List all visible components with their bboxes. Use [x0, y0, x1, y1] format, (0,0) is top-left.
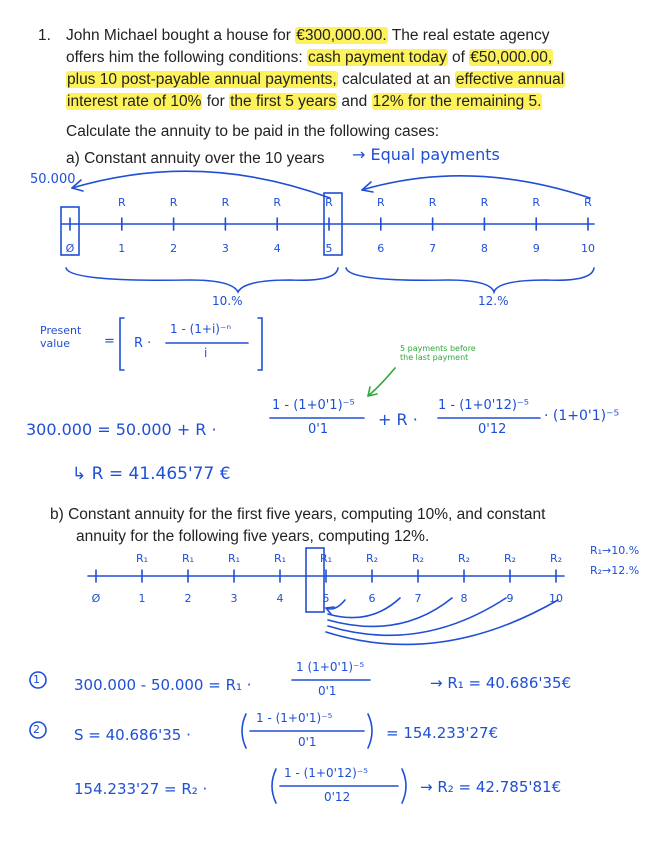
step-2-numerator: 1 - (1+0'1)⁻⁵	[256, 711, 333, 725]
period-label: 10	[549, 592, 563, 605]
part-b-heading-2: annuity for the following five years, computing 12%.	[76, 528, 430, 545]
result-part-a: ↳ R = 41.465'77 €	[72, 464, 231, 484]
bracket-right	[258, 318, 262, 370]
period-label: 7	[414, 592, 422, 605]
highlight-first-years: the first 5 years	[230, 93, 337, 110]
arrow-from-7	[328, 598, 400, 618]
paren-right	[368, 714, 372, 748]
payment-r-label: R	[325, 196, 333, 209]
step-2-number: 2	[33, 723, 40, 736]
pv-denominator: i	[204, 346, 208, 360]
bracket-left	[120, 318, 124, 370]
equation-denominator-1: 0'1	[308, 422, 329, 437]
period-label: 7	[429, 242, 437, 255]
problem-text: The real estate agency	[387, 27, 550, 44]
arrow-from-8	[328, 598, 452, 626]
timeline-b-labels	[92, 552, 563, 605]
part-b-heading-1: b) Constant annuity for the first five years, computing 10%, and constant	[50, 506, 546, 523]
payment-r-label: R₁	[181, 552, 195, 565]
payment-r-label: R₂	[549, 552, 563, 565]
highlight-cash: cash payment today	[307, 49, 447, 66]
period-label: 8	[480, 242, 488, 255]
period-label: 1	[138, 592, 146, 605]
pv-label-line: value	[40, 337, 71, 350]
pv-label-line: Present	[40, 324, 82, 337]
arrow-to-start	[72, 171, 330, 198]
brace-years-6-10	[346, 268, 594, 292]
problem-text: for	[202, 93, 230, 110]
step-3-result: → R₂ = 42.785'81€	[420, 778, 562, 796]
equation-numerator-2: 1 - (1+0'12)⁻⁵	[438, 398, 529, 413]
payment-r-label: R₁	[273, 552, 287, 565]
payment-r-label: R	[428, 196, 437, 209]
period-label: 3	[230, 592, 238, 605]
period-label: 3	[221, 242, 229, 255]
period-label: 9	[532, 242, 540, 255]
cash-payment-label: 50.000	[30, 172, 76, 187]
payment-r-label: R	[376, 196, 385, 209]
equation-left: 300.000 = 50.000 + R ·	[26, 420, 217, 439]
step-3-left: 154.233'27 = R₂ ·	[74, 780, 208, 798]
period-label: 8	[460, 592, 468, 605]
rate-12-label: 12.%	[478, 294, 509, 308]
equation-numerator-1: 1 - (1+0'1)⁻⁵	[272, 398, 355, 413]
equation-denominator-2: 0'12	[478, 422, 507, 437]
payment-r-label: R₁	[135, 552, 149, 565]
paren-left	[242, 714, 246, 748]
payment-r-label: R₂	[503, 552, 517, 565]
equal-payments-note: → Equal payments	[352, 145, 500, 164]
payment-r-label: R₂	[457, 552, 471, 565]
step-1-numerator: 1 (1+0'1)⁻⁵	[296, 660, 365, 674]
payment-r-label: R₁	[319, 552, 333, 565]
period-label: 4	[273, 242, 281, 255]
arrow-to-period-5	[362, 176, 590, 198]
period-label: Ø	[91, 592, 101, 605]
period-label: 5	[322, 592, 330, 605]
period-label: Ø	[65, 242, 75, 255]
problem-text: and	[337, 93, 372, 110]
payment-r-label: R	[532, 196, 541, 209]
brace-years-1-5	[66, 268, 338, 292]
step-1-result: → R₁ = 40.686'35€	[430, 674, 572, 692]
rate-10-label: 10.%	[212, 294, 243, 308]
pv-formula-r: R ·	[134, 336, 152, 351]
problem-text: John Michael bought a house for	[66, 27, 296, 44]
payment-r-label: R	[169, 196, 178, 209]
arrow-from-10	[326, 600, 558, 644]
period-label: 6	[377, 242, 385, 255]
highlight-payments: plus 10 post-payable annual payments,	[67, 71, 337, 88]
legend-r2: R₂→12.%	[590, 564, 640, 577]
task-statement: Calculate the annuity to be paid in the following cases:	[66, 123, 440, 140]
pv-equals: =	[104, 334, 115, 349]
payment-r-label: R	[480, 196, 489, 209]
problem-text: offers him the following conditions:	[66, 49, 307, 66]
pv-numerator: 1 - (1+i)⁻ⁿ	[170, 322, 232, 336]
paren-right	[402, 769, 406, 803]
equation-plus: + R ·	[378, 410, 418, 429]
period-label: 6	[368, 592, 376, 605]
payment-r-label: R	[221, 196, 230, 209]
highlight-rate: effective annual	[455, 71, 565, 88]
problem-text: calculated at an	[337, 71, 455, 88]
present-value-label	[40, 324, 81, 350]
equation-discount-factor: · (1+0'1)⁻⁵	[544, 408, 620, 424]
step-2-denominator: 0'1	[298, 735, 317, 749]
green-note-line: the last payment	[400, 353, 469, 362]
step-1-denominator: 0'1	[318, 684, 337, 698]
part-a-heading: a) Constant annuity over the 10 years	[66, 150, 325, 167]
period-label: 1	[118, 242, 126, 255]
green-note	[400, 344, 476, 362]
period-label: 4	[276, 592, 284, 605]
legend-r1: R₁→10.%	[590, 544, 640, 557]
payment-r-label: R	[117, 196, 126, 209]
payment-r-label: R	[273, 196, 282, 209]
period-label: 9	[506, 592, 514, 605]
highlight-remaining: 12% for the remaining 5.	[372, 93, 542, 110]
period-label: 10	[581, 242, 595, 255]
step-1-number: 1	[33, 673, 40, 686]
period-label: 2	[170, 242, 178, 255]
payment-r-label: R₂	[411, 552, 425, 565]
step-2-result: = 154.233'27€	[386, 724, 499, 742]
timeline-a-labels	[66, 196, 595, 255]
payment-r-label: R	[584, 196, 592, 209]
green-arrow	[368, 368, 395, 396]
problem-number: 1.	[38, 27, 51, 44]
payment-r-label: R₁	[227, 552, 241, 565]
highlight-amount: €50,000.00,	[470, 49, 553, 66]
step-3-denominator: 0'12	[324, 790, 351, 804]
period-label: 5	[325, 242, 333, 255]
payment-r-label: R₂	[365, 552, 379, 565]
highlight-rate-10: interest rate of 10%	[67, 93, 202, 110]
step-3-numerator: 1 - (1+0'12)⁻⁵	[284, 766, 368, 780]
step-1-left: 300.000 - 50.000 = R₁ ·	[74, 676, 252, 694]
green-note-line: 5 payments before	[400, 344, 476, 353]
problem-text: of	[447, 49, 470, 66]
highlight-price: €300,000.00.	[296, 27, 387, 44]
step-2-left: S = 40.686'35 ·	[74, 726, 191, 744]
period-label: 2	[184, 592, 192, 605]
paren-left	[272, 769, 276, 803]
